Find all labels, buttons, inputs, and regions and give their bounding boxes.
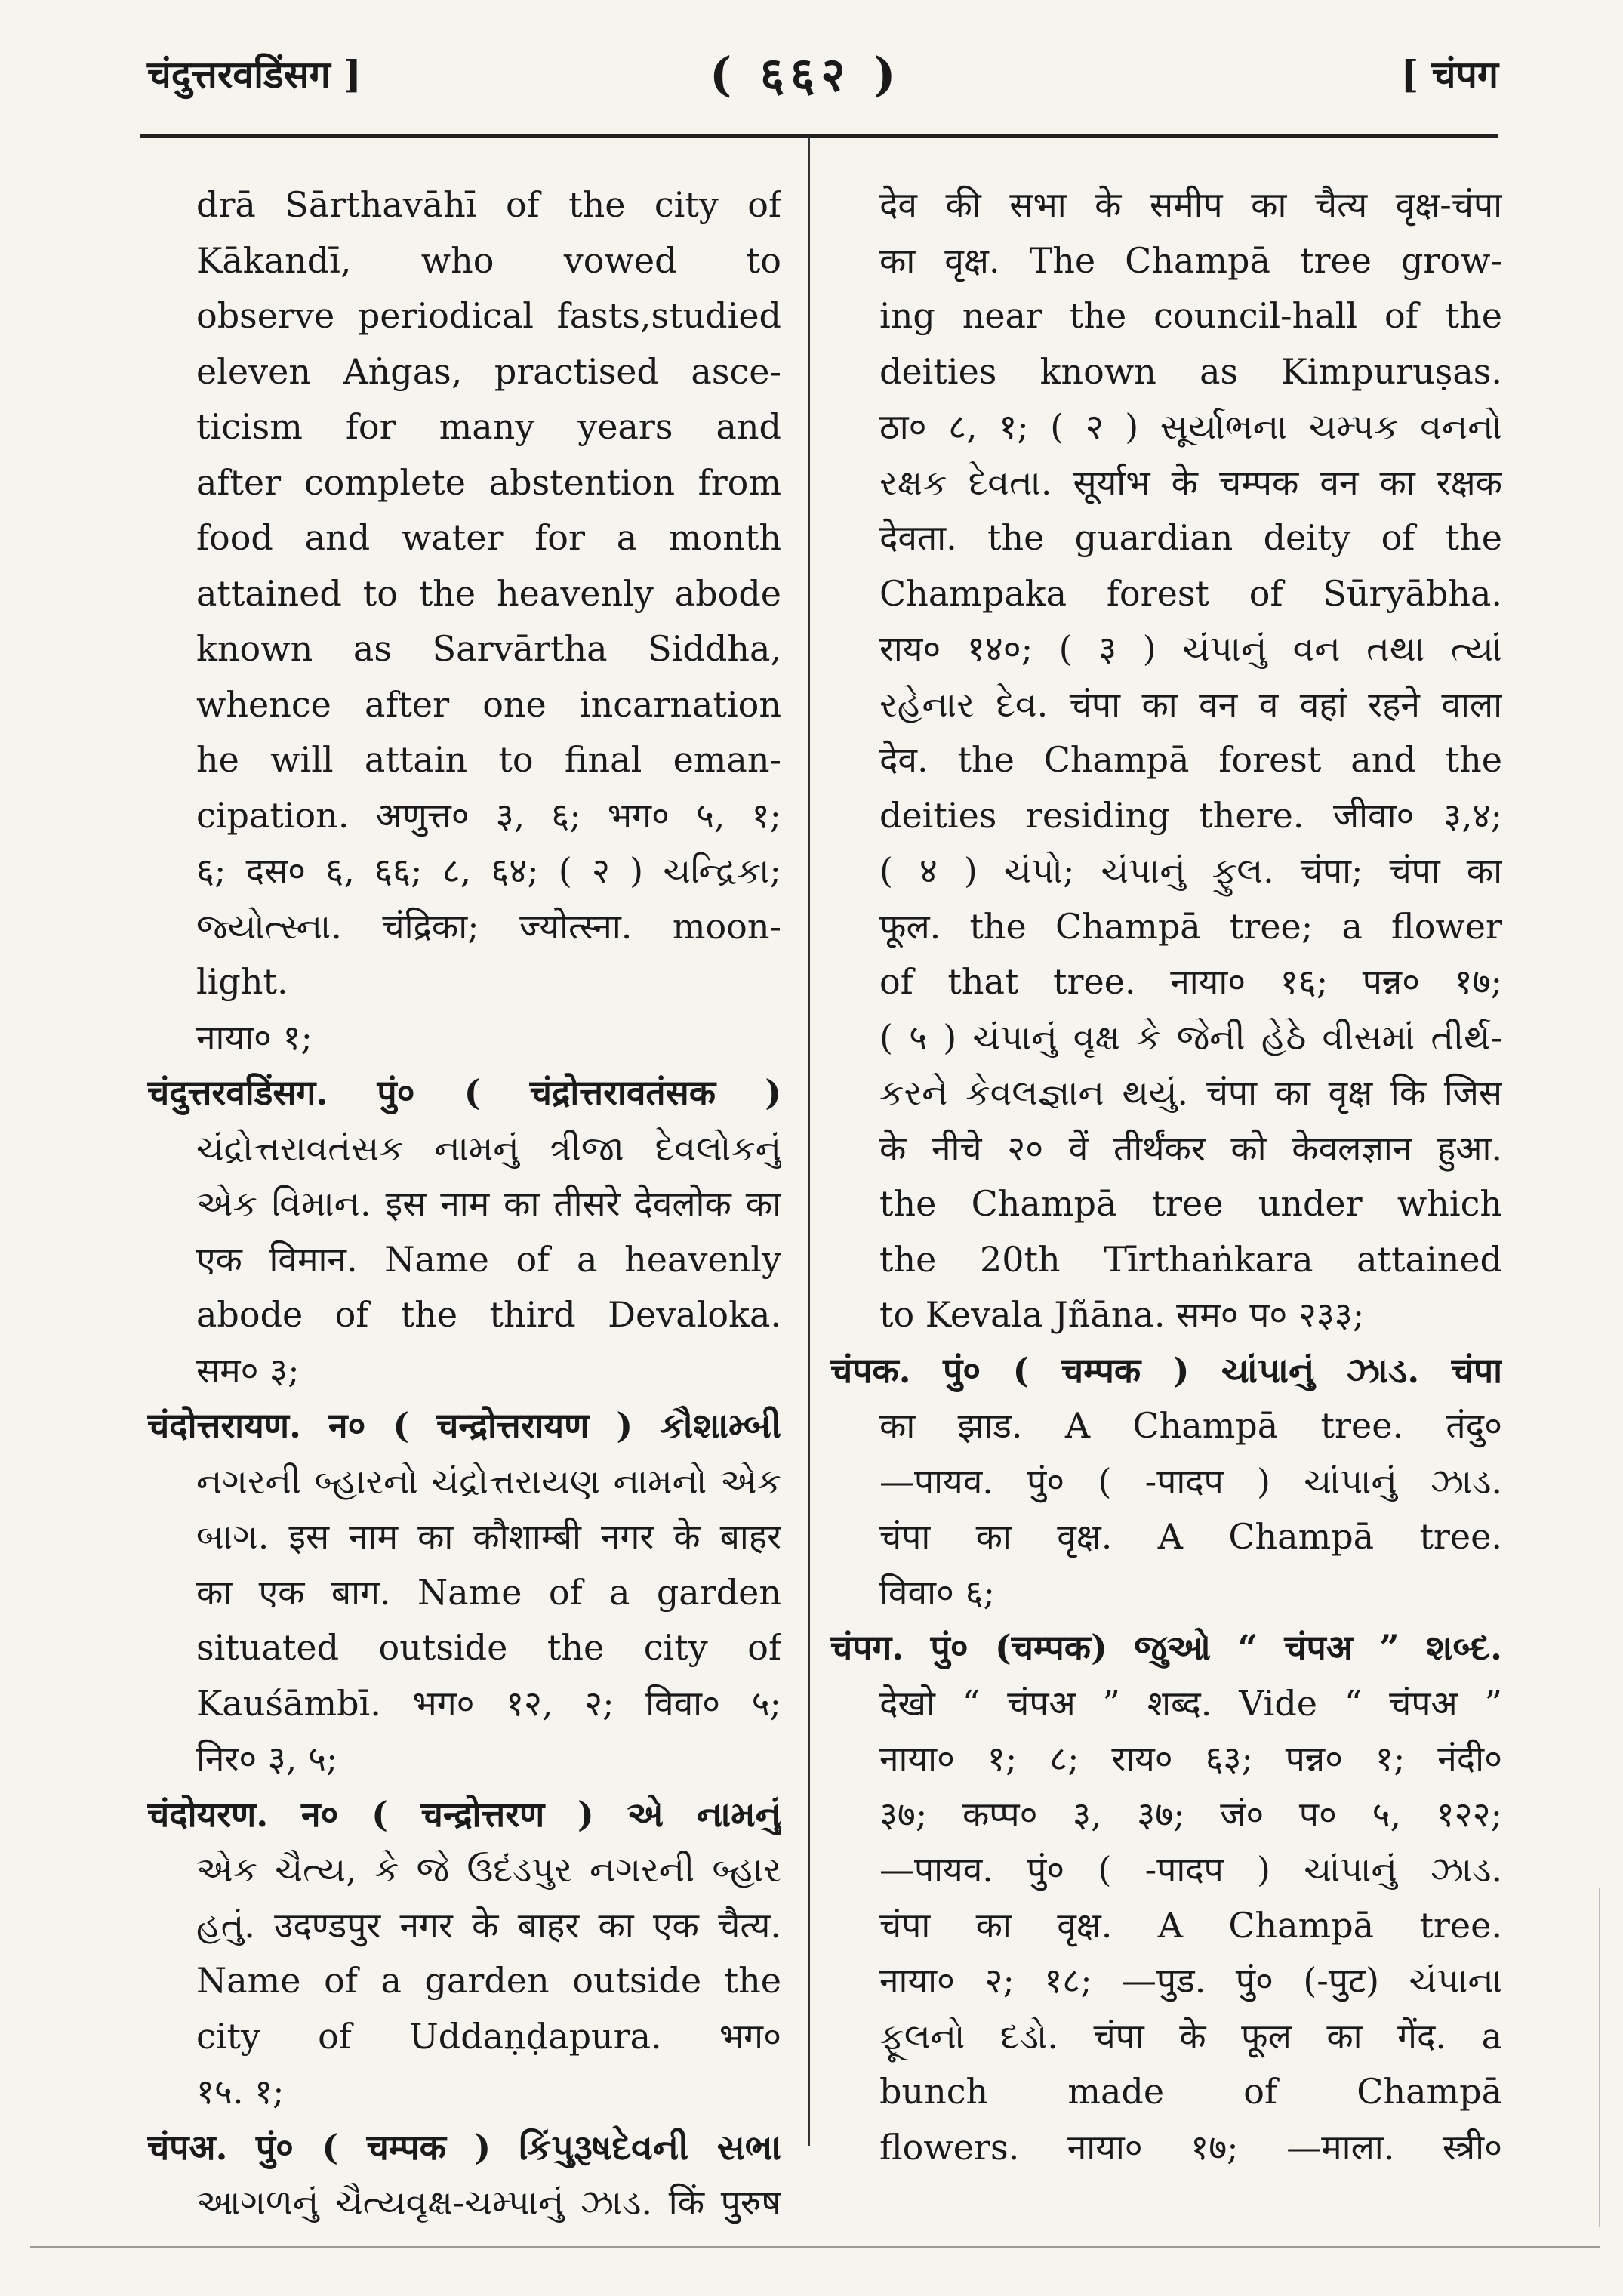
entry-body	[147, 1454, 781, 1787]
text-line: flowers. नाया० १७; —माला. स्त्री०	[879, 2126, 1502, 2168]
dictionary-entry	[147, 1787, 781, 2120]
text-line: Kākandī, who vowed to	[196, 239, 781, 281]
text-line: चंपा का वृक्ष. A Champā tree.	[879, 1904, 1502, 1946]
text-line: હતું. उदण्डपुर नगर के बाहर का एक चैत्य.	[196, 1904, 781, 1946]
text-line: abode of the third Devaloka.	[196, 1294, 781, 1335]
text-line: the Champā tree under which	[879, 1183, 1502, 1224]
text-line: ing near the council-hall of the	[879, 295, 1502, 336]
left-column	[147, 177, 781, 2231]
dictionary-entry	[830, 1620, 1502, 2175]
text-line: Kauśāmbī. भग० १२, २; विवा० ५;	[196, 1682, 781, 1724]
text-line: के नीचे २० वें तीर्थंकर को केवलज्ञान हुआ.	[879, 1127, 1502, 1169]
entry-headword-line: चंपअ. पुं० ( चम्पक ) કિંપુરૂષદેવની સભા	[147, 2126, 781, 2168]
text-line: bunch made of Champā	[879, 2071, 1502, 2112]
text-line: का झाड. A Champā tree. तंदु०	[879, 1405, 1502, 1446]
text-line: नाया० १; ८; राय० ६३; पन्न० १; नंदी०	[879, 1738, 1502, 1779]
text-line: ( ५ ) ચંપાનું વૃક્ષ કે જેની હેઠે વીસમાં તીર્થ-	[879, 1016, 1502, 1058]
text-line: જ્યોત્સ્ના. चंद्रिका; ज्योत्स्ना. moon-light.	[196, 905, 781, 1002]
header-rule	[140, 134, 1498, 138]
page-edge-line	[1599, 1888, 1600, 2227]
entry-body	[147, 1121, 781, 1399]
text-line: situated outside the city of	[196, 1627, 781, 1668]
text-line: ( ४ ) ચંપો; ચંપાનું ફુલ. चंपा; चंपा का	[879, 850, 1502, 891]
text-line: ફૂલનો દડો. चंपा के फूल का गेंद. a	[879, 2015, 1502, 2057]
text-line: રહેનાર દેવ. चंपा का वन व वहां रहने वाला	[879, 683, 1502, 725]
text-line: देव. the Champā forest and the	[879, 739, 1502, 780]
text-line: he will attain to final eman-	[196, 739, 781, 780]
text-line: का वृक्ष. The Champā tree grow-	[879, 239, 1502, 281]
header-right-guide-word: [ चंपग	[1400, 52, 1498, 97]
text-line: ચંદ્રોત્તરાવતંસક નામનું ત્રીજા દેવલોકનું	[196, 1127, 781, 1169]
text-line: the 20th Tīrthaṅkara attained	[879, 1238, 1502, 1280]
entry-body	[830, 1676, 1502, 2176]
page-header	[147, 42, 1498, 109]
page-number: ( ६६२ )	[710, 47, 902, 102]
entry-continuation	[147, 177, 781, 1065]
text-line: एक विमान. Name of a heavenly	[196, 1238, 781, 1280]
entry-headword-line: चंपक. पुं० ( चम्पक ) ચાંપાનું ઝાડ. चंपा	[830, 1349, 1502, 1391]
text-line: drā Sārthavāhī of the city of	[196, 184, 781, 225]
text-line: રક્ષક દેવતા. सूर्याभ के चम्पक वन का रक्षक	[879, 461, 1502, 503]
footer-rule	[30, 2246, 1600, 2248]
text-line: નગરની બ્હારનો ચંદ્રોત્તરાયણ નામનો એક	[196, 1460, 781, 1502]
entry-continuation	[830, 177, 1502, 1343]
entry-headword-line: चंदुत्तरवडिंसग. पुं० ( चंद्रोत्तरावतंसक )	[147, 1072, 781, 1113]
text-line: Champaka forest of Sūryābha.	[879, 572, 1502, 614]
column-divider	[808, 137, 810, 2146]
text-line: food and water for a month	[196, 517, 781, 558]
text-line: deities known as Kimpuruṣas.	[879, 350, 1502, 392]
text-line: का एक बाग. Name of a garden	[196, 1571, 781, 1613]
text-line: नाया० १;	[196, 1016, 313, 1058]
text-line: whence after one incarnation	[196, 683, 781, 725]
text-line: કરને કેવલજ્ઞાન થયું. चंपा का वृक्ष कि जिस	[879, 1072, 1502, 1113]
header-left-guide-word: चंदुत्तरवडिंसग ]	[147, 52, 362, 97]
text-line: सम० ३;	[196, 1349, 300, 1391]
text-line: attained to the heavenly abode	[196, 572, 781, 614]
dictionary-entry	[147, 2120, 781, 2231]
text-line: એક વિમાન. इस नाम का तीसरे देवलोक का	[196, 1183, 781, 1224]
entry-body	[830, 1398, 1502, 1620]
text-line: देवता. the guardian deity of the	[879, 517, 1502, 558]
dictionary-entry	[147, 1398, 781, 1787]
dictionary-entry	[147, 1065, 781, 1398]
text-line: deities residing there. जीवा० ३,४;	[879, 794, 1502, 836]
text-line: after complete abstention from	[196, 461, 781, 503]
text-line: निर० ३, ५;	[196, 1738, 338, 1779]
text-line: eleven Aṅgas, practised asce-	[196, 350, 781, 392]
text-line: ३७; कप्प० ३, ३७; जं० प० ५, १२२;	[879, 1793, 1502, 1835]
text-line: —पायव. पुं० ( -पादप ) ચાંપાનું ઝાડ.	[879, 1460, 1502, 1502]
text-line: observe periodical fasts,studied	[196, 295, 781, 336]
entry-body	[147, 1842, 781, 2120]
text-line: १५. १;	[196, 2071, 285, 2112]
text-line: विवा० ६;	[879, 1571, 995, 1613]
text-line: એક ચૈત્ય, કે જે ઉદંડપુર નગરની બ્હાર	[196, 1849, 781, 1890]
text-line: देव की सभा के समीप का चैत्य वृक्ष-चंपा	[879, 184, 1502, 225]
entry-headword-line: चंदोत्तरायण. न० ( चन्द्रोत्तरायण ) કૌશામ્બી	[147, 1405, 781, 1446]
text-line: ठा० ८, १; ( २ ) સૂર્યાભના ચમ્પક વનનો	[879, 406, 1502, 447]
text-line: —पायव. पुं० ( -पादप ) ચાંપાનું ઝાડ.	[879, 1849, 1502, 1890]
entry-headword-line: चंपग. पुं० (चम्पक) જુઓ “ चंपअ ” શબ્દ.	[830, 1627, 1502, 1668]
text-line: to Kevala Jñāna. सम० प० २३३;	[879, 1294, 1365, 1335]
dictionary-entry	[830, 1343, 1502, 1621]
text-line: cipation. अणुत्त० ३, ६; भग० ५, १;	[196, 794, 781, 836]
text-line: Name of a garden outside the	[196, 1960, 781, 2001]
text-line: of that tree. नाया० १६; पन्न० १७;	[879, 961, 1502, 1002]
text-line: બાગ. इस नाम का कौशाम्बी नगर के बाहर	[196, 1516, 781, 1557]
entry-body	[147, 2175, 781, 2231]
entry-headword-line: चंदोयरण. न० ( चन्द्रोत्तरण ) એ નામનું	[147, 1793, 781, 1835]
text-line: known as Sarvārtha Siddha,	[196, 628, 781, 669]
text-line: આગળનું ચૈત્યવૃક્ષ-ચમ્પાનું ઝાડ. किं पुरुष	[196, 2182, 781, 2223]
text-line: राय० १४०; ( ३ ) ચંપાનું વન તથા ત્યાં	[879, 628, 1502, 669]
text-line: देखो “ चंपअ ” शब्द. Vide “ चंपअ ”	[879, 1682, 1502, 1724]
right-column	[830, 177, 1502, 2175]
text-line: चंपा का वृक्ष. A Champā tree.	[879, 1516, 1502, 1557]
text-line: city of Uddaṇḍapura. भग०	[196, 2015, 781, 2057]
text-line: ticism for many years and	[196, 406, 781, 447]
text-line: नाया० २; १८; —पुड. पुं० (-पुट) ચંપાના	[879, 1960, 1502, 2001]
text-line: फूल. the Champā tree; a flower	[879, 905, 1502, 947]
text-line: ६; दस० ६, ६६; ८, ६४; ( २ ) ચન્દ્રિકા;	[196, 850, 781, 891]
